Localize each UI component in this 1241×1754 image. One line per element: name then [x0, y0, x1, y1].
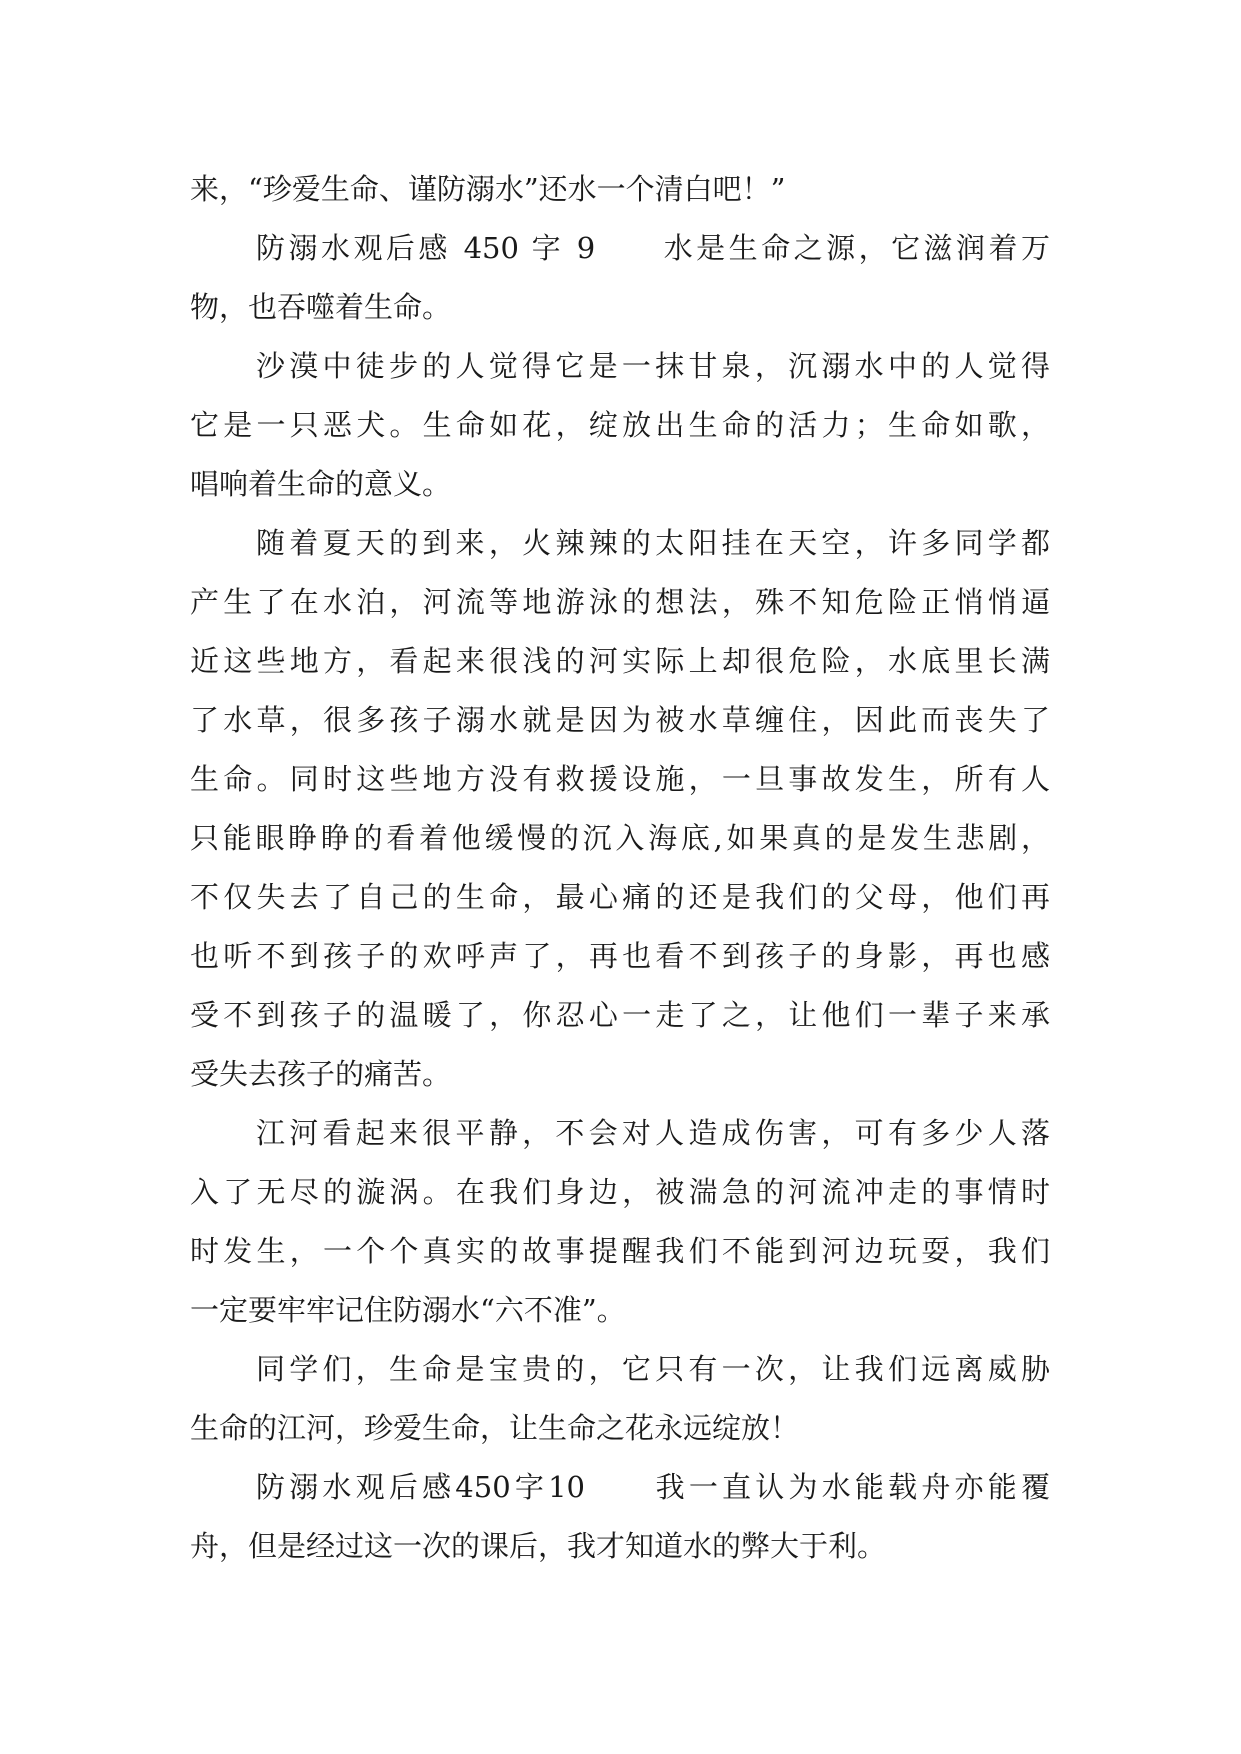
text-line: 产生了在水泊，河流等地游泳的想法，殊不知危险正悄悄逼 — [190, 585, 1050, 619]
document-body — [190, 160, 1050, 1576]
text-line: 只能眼睁睁的看着他缓慢的沉入海底,如果真的是发生悲剧， — [190, 821, 1050, 855]
paragraph-first-line: 同学们，生命是宝贵的，它只有一次，让我们远离威胁 — [256, 1352, 1050, 1386]
paragraph-first-line: 江河看起来很平静，不会对人造成伤害，可有多少人落 — [256, 1116, 1050, 1150]
text-line: 生命的江河，珍爱生命，让生命之花永远绽放！ — [190, 1411, 800, 1445]
text-line: 来，“珍爱生命、谨防溺水”还水一个清白吧！” — [190, 172, 786, 206]
text-line: 受失去孩子的痛苦。 — [190, 1057, 452, 1091]
text-line: 物，也吞噬着生命。 — [190, 290, 452, 324]
text-line: 唱响着生命的意义。 — [190, 467, 452, 501]
section-heading-line: 防溺水观后感450字10 我一直认为水能载舟亦能覆 — [256, 1470, 1050, 1504]
text-line: 生命。同时这些地方没有救援设施，一旦事故发生，所有人 — [190, 762, 1050, 796]
text-line: 舟，但是经过这一次的课后，我才知道水的弊大于利。 — [190, 1529, 887, 1563]
paragraph-first-line: 沙漠中徒步的人觉得它是一抹甘泉，沉溺水中的人觉得 — [256, 349, 1050, 383]
section-heading-line: 防溺水观后感 450 字 9 水是生命之源，它滋润着万 — [256, 231, 1050, 265]
text-line: 一定要牢牢记住防溺水“六不准”。 — [190, 1293, 626, 1327]
text-line: 它是一只恶犬。生命如花，绽放出生命的活力；生命如歌， — [190, 408, 1050, 442]
text-line: 入了无尽的漩涡。在我们身边，被湍急的河流冲走的事情时 — [190, 1175, 1050, 1209]
text-line: 不仅失去了自己的生命，最心痛的还是我们的父母，他们再 — [190, 880, 1050, 914]
text-line: 近这些地方，看起来很浅的河实际上却很危险，水底里长满 — [190, 644, 1050, 678]
paragraph-first-line: 随着夏天的到来，火辣辣的太阳挂在天空，许多同学都 — [256, 526, 1050, 560]
text-line: 也听不到孩子的欢呼声了，再也看不到孩子的身影，再也感 — [190, 939, 1050, 973]
text-line: 时发生，一个个真实的故事提醒我们不能到河边玩耍，我们 — [190, 1234, 1050, 1268]
text-line: 受不到孩子的温暖了，你忍心一走了之，让他们一辈子来承 — [190, 998, 1050, 1032]
text-line: 了水草，很多孩子溺水就是因为被水草缠住，因此而丧失了 — [190, 703, 1050, 737]
